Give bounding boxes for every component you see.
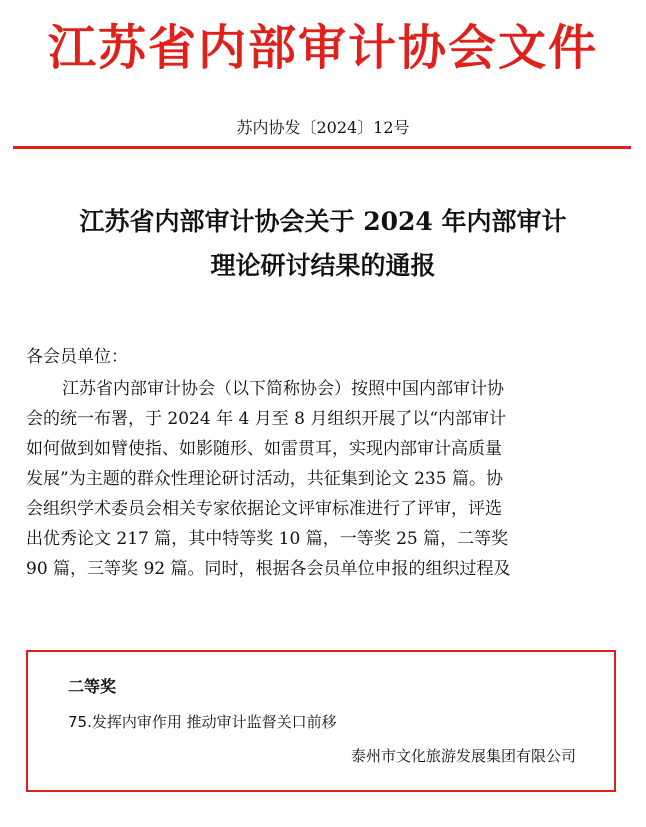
award-highlight-box <box>26 650 616 792</box>
body-line: 出优秀论文 217 篇，其中特等奖 10 篇，一等奖 25 篇，二等奖 <box>26 529 509 549</box>
document-title-line-1: 江苏省内部审计协会关于 2024 年内部审计 <box>79 207 567 236</box>
document-title-line-2: 理论研讨结果的通报 <box>210 251 436 280</box>
document-title <box>0 200 646 288</box>
document-masthead: 江苏省内部审计协会文件 <box>47 20 598 76</box>
award-organization: 泰州市文化旅游发展集团有限公司 <box>350 747 576 765</box>
body-line: 会的统一布署，于 2024 年 4 月至 8 月组织开展了以“内部审计 <box>26 409 507 429</box>
body-line: 会组织学术委员会相关专家依据论文评审标准进行了评审，评选 <box>26 499 502 519</box>
body-paragraph <box>26 374 624 584</box>
body-line: 发展”为主题的群众性理论研讨活动，共征集到论文 235 篇。协 <box>26 469 503 489</box>
body-line: 如何做到如臂使指、如影随形、如雷贯耳，实现内部审计高质量 <box>26 439 502 459</box>
body-line: 90 篇，三等奖 92 篇。同时，根据各会员单位申报的组织过程及 <box>26 559 511 579</box>
body-line: 江苏省内部审计协会（以下简称协会）按照中国内部审计协 <box>62 379 504 399</box>
award-grade-heading: 二等奖 <box>68 677 117 696</box>
header-divider <box>13 146 631 149</box>
document-number: 苏内协发〔2024〕12号 <box>236 118 410 137</box>
salutation: 各会员单位： <box>26 347 128 367</box>
award-paper-title: 75.发挥内审作用 推动审计监督关口前移 <box>68 713 337 731</box>
